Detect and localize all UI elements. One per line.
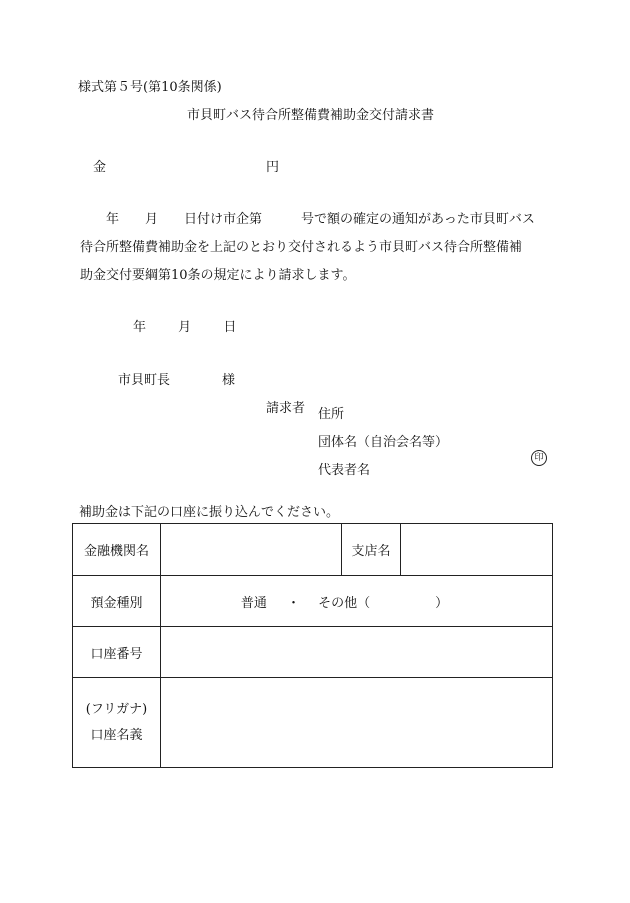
addressee — [118, 373, 235, 389]
requester-fields — [318, 401, 448, 485]
request-date — [133, 320, 236, 336]
branch-field[interactable] — [401, 524, 553, 576]
date-month: 月 — [178, 320, 192, 335]
bank-notice: 補助金は下記の口座に振り込んでください。 — [79, 505, 340, 520]
table-row — [73, 524, 553, 576]
body-line-1: 年 月 日付け市企第 号で額の確定の通知があった市貝町バス — [106, 212, 535, 227]
account-name-field[interactable] — [161, 678, 553, 768]
deposit-separator: ・ — [286, 595, 300, 611]
seal-icon: 印 — [531, 450, 547, 466]
deposit-type-label: 預金種別 — [73, 576, 161, 627]
requester-representative-label: 代表者名 — [318, 463, 371, 478]
amount-unit: 円 — [266, 160, 280, 175]
account-number-field[interactable] — [161, 627, 553, 678]
form-number: 様式第５号(第10条関係) — [78, 80, 222, 95]
request-body-text — [80, 206, 560, 290]
account-name-label-cell — [73, 678, 161, 768]
requester-organization-label: 団体名（自治会名等） — [318, 435, 449, 450]
furigana-label: (フリガナ) — [85, 701, 148, 717]
account-number-label: 口座番号 — [73, 627, 161, 678]
body-line-2: 待合所整備費補助金を上記のとおり交付されるよう市貝町バス待合所整備補 — [80, 240, 523, 255]
table-row — [73, 576, 553, 627]
deposit-option-other: その他（ ） — [318, 595, 449, 611]
bank-account-table — [72, 523, 553, 768]
institution-field[interactable] — [161, 524, 342, 576]
addressee-honorific: 様 — [222, 373, 236, 388]
deposit-option-ordinary: 普通 — [240, 595, 267, 611]
addressee-name: 市貝町長 — [118, 373, 171, 388]
amount-label: 金 — [93, 160, 107, 175]
body-line-3: 助金交付要綱第10条の規定により請求します。 — [80, 268, 356, 283]
branch-label: 支店名 — [342, 524, 401, 576]
date-day: 日 — [223, 320, 237, 335]
requester-address-label: 住所 — [318, 407, 345, 422]
table-row — [73, 627, 553, 678]
institution-label: 金融機関名 — [73, 524, 161, 576]
table-row — [73, 678, 553, 768]
deposit-type-field[interactable] — [161, 576, 553, 627]
document-title: 市貝町バス待合所整備費補助金交付請求書 — [187, 108, 435, 123]
requester-label: 請求者 — [266, 401, 306, 416]
date-year: 年 — [133, 320, 147, 335]
account-name-label: 口座名義 — [90, 727, 143, 743]
